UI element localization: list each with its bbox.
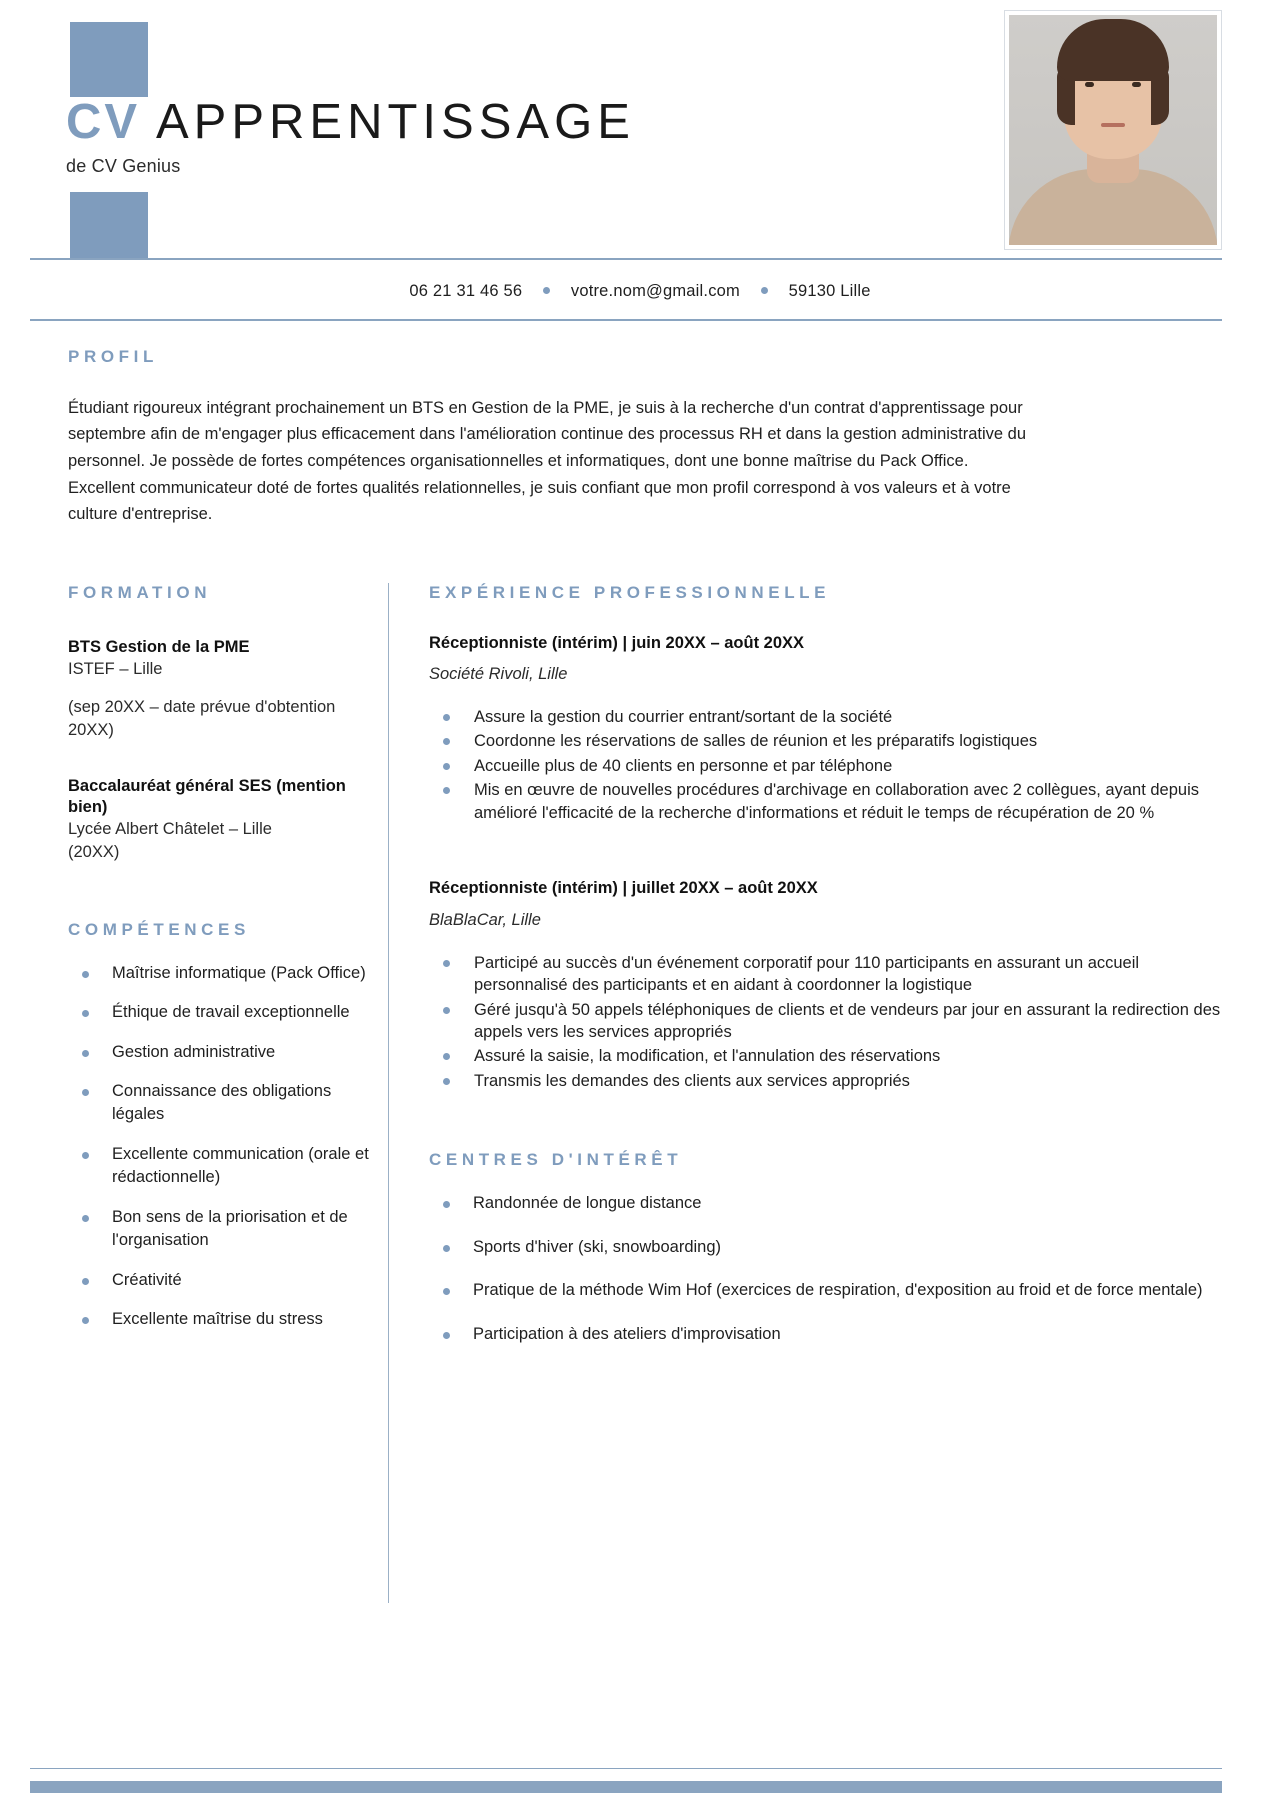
section-spacer (429, 826, 1222, 848)
job-duties-list (429, 706, 1222, 824)
job-duties-list (429, 952, 1222, 1093)
separator-dot-icon (543, 287, 550, 294)
experience-entry (429, 878, 1222, 1092)
cv-header (0, 0, 1280, 258)
photo-eye-left (1085, 82, 1094, 87)
decorative-square-bottom (70, 192, 148, 258)
list-item: Assuré la saisie, la modification, et l'annulation des réservations (429, 1045, 1222, 1067)
education-degree: BTS Gestion de la PME (68, 637, 250, 656)
list-item: Pratique de la méthode Wim Hof (exercices de respiration, d'exposition au froid et de force mentale) (429, 1279, 1222, 1302)
list-item: Participé au succès d'un événement corporatif pour 110 participants en assurant un accueil personnalisé des participants et en aidant à coordonner la logistique (429, 952, 1222, 997)
list-item: Coordonne les réservations de salles de réunion et les préparatifs logistiques (429, 730, 1222, 752)
list-item: Éthique de travail exceptionnelle (68, 1001, 372, 1024)
job-company: Société Rivoli, Lille (429, 665, 568, 684)
contact-email[interactable]: votre.nom@gmail.com (570, 282, 740, 300)
education-school: ISTEF – Lille (68, 659, 163, 678)
profile-section (0, 321, 1280, 529)
footer-bar (30, 1781, 1222, 1793)
profile-text: Étudiant rigoureux intégrant prochainement un BTS en Gestion de la PME, je suis à la recherche d'un contrat d'apprentissage pour septembre afin de m'engager plus efficacement dans l'amélioration continue des processus RH et dans la gestion administrative du personnel. Je possède de fortes compétences organisationnelles et informatiques, dont une bonne maîtrise du Pack Office. Excellent communicateur doté de fortes qualités relationnelles, je suis confiant que mon profil correspond à vos valeurs et à votre culture d'entreprise. (68, 398, 1027, 524)
footer-divider (30, 1768, 1222, 1770)
list-item: Transmis les demandes des clients aux services appropriés (429, 1070, 1222, 1092)
list-item: Maîtrise informatique (Pack Office) (68, 962, 372, 985)
experience-heading: EXPÉRIENCE PROFESSIONNELLE (429, 582, 831, 602)
job-title: Réceptionniste (intérim) | juillet 20XX – août 20XX (429, 879, 818, 898)
photo-frame (1004, 10, 1222, 250)
contact-location: 59130 Lille (788, 282, 871, 300)
contact-phone: 06 21 31 46 56 (409, 282, 523, 300)
separator-dot-icon (761, 287, 768, 294)
avatar (1009, 15, 1217, 245)
list-item: Participation à des ateliers d'improvisation (429, 1323, 1222, 1346)
education-entry (68, 637, 372, 742)
title-rest: APPRENTISSAGE (156, 95, 635, 149)
education-dates: (sep 20XX – date prévue d'obtention 20XX) (68, 698, 336, 740)
experience-entry (429, 633, 1222, 825)
decorative-square-top (70, 22, 148, 97)
list-item: Randonnée de longue distance (429, 1192, 1222, 1215)
skills-heading: COMPÉTENCES (68, 919, 250, 939)
education-school: Lycée Albert Châtelet – Lille (68, 820, 272, 839)
page-subtitle: de CV Genius (66, 155, 181, 176)
education-heading: FORMATION (68, 582, 212, 602)
list-item: Assure la gestion du courrier entrant/sortant de la société (429, 706, 1222, 728)
list-item: Bon sens de la priorisation et de l'organisation (68, 1206, 372, 1253)
title-accent: CV (66, 95, 141, 149)
interests-heading: CENTRES D'INTÉRÊT (429, 1150, 683, 1170)
interests-list (429, 1192, 1222, 1346)
job-title: Réceptionniste (intérim) | juin 20XX – août 20XX (429, 633, 805, 652)
job-company: BlaBlaCar, Lille (429, 910, 541, 929)
education-degree: Baccalauréat général SES (mention bien) (68, 777, 346, 817)
list-item: Excellente communication (orale et rédactionnelle) (68, 1143, 372, 1190)
page-title (66, 96, 635, 150)
list-item: Créativité (68, 1269, 372, 1292)
list-item: Sports d'hiver (ski, snowboarding) (429, 1236, 1222, 1259)
photo-mouth (1101, 123, 1125, 127)
list-item: Accueille plus de 40 clients en personne et par téléphone (429, 755, 1222, 777)
profile-heading: PROFIL (68, 346, 158, 366)
left-column (68, 583, 388, 1348)
photo-eye-right (1132, 82, 1141, 87)
title-block (66, 96, 635, 177)
list-item: Mis en œuvre de nouvelles procédures d'archivage en collaboration avec 2 collègues, ayant depuis amélioré l'efficacité de la recherche d'informations et réduit le temps de récupération de 20 % (429, 779, 1222, 824)
list-item: Gestion administrative (68, 1041, 372, 1064)
list-item: Connaissance des obligations légales (68, 1080, 372, 1127)
education-entry (68, 776, 372, 864)
list-item: Excellente maîtrise du stress (68, 1308, 372, 1331)
list-item: Géré jusqu'à 50 appels téléphoniques de clients et de vendeurs par jour en assurant la redirection des appels vers les services appropriés (429, 999, 1222, 1044)
skills-list (68, 962, 372, 1332)
body-columns (0, 545, 1280, 1603)
right-column (388, 583, 1222, 1603)
education-dates: (20XX) (68, 842, 120, 861)
contact-bar (0, 260, 1280, 319)
